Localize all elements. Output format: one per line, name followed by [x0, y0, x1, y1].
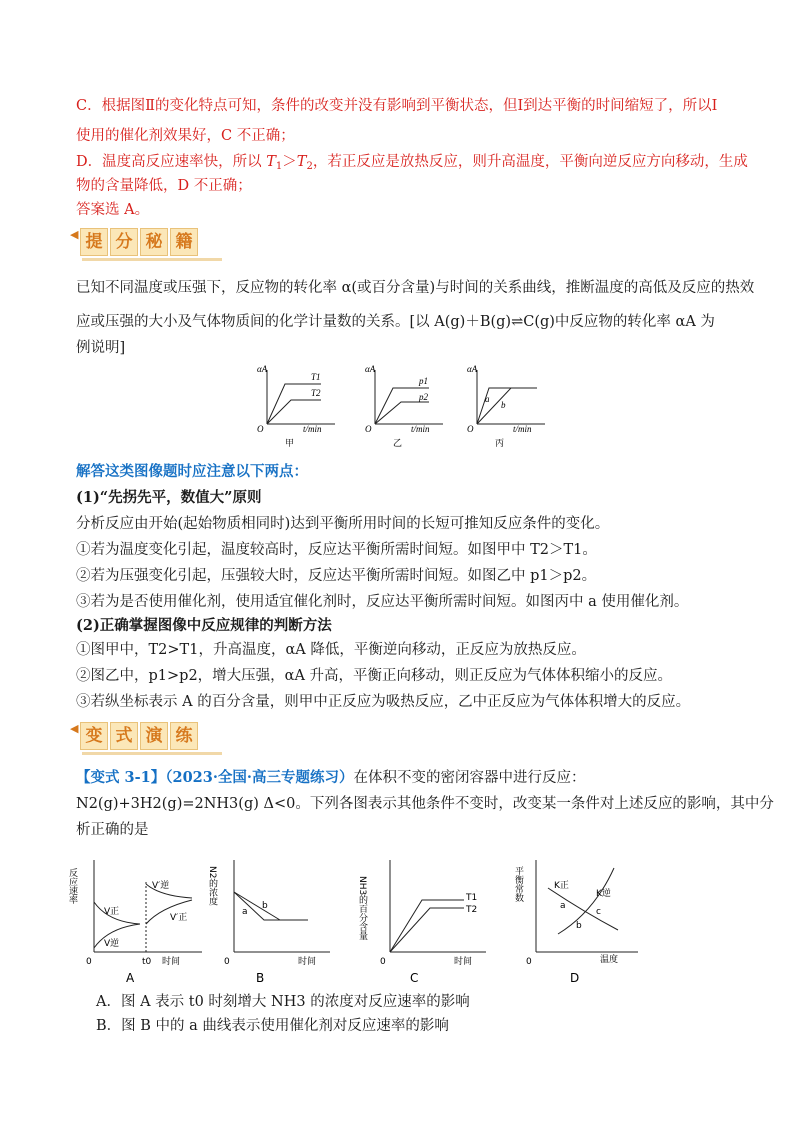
exercise-line2: N2(g)+3H2(g)=2NH3(g) Δ<0。下列各图表示其他条件不变时，改变某一条件对上述反应的影响，其中分 [76, 796, 774, 812]
figure-jia [257, 364, 335, 448]
figure-caption: 丙 [495, 438, 505, 448]
small-figures [255, 362, 555, 452]
axis-label: NH3的百分含量 [357, 876, 367, 941]
points-heading: 解答这类图像题时应注意以下两点： [76, 463, 308, 480]
origin-label: 0 [380, 957, 386, 967]
axis-label: 时间 [454, 957, 473, 967]
banner-underline [82, 258, 222, 261]
speaker-icon: ◀ [70, 722, 79, 735]
banner-char: 演 [140, 722, 168, 750]
curve-label: a [485, 394, 490, 404]
curve-label: K逆 [596, 889, 611, 899]
exercise-tag: 【变式 3-1】 [76, 769, 166, 786]
origin-label: 0 [526, 957, 532, 967]
speaker-icon: ◀ [70, 228, 79, 241]
answer-d-line1: D．温度高反应速率快，所以 $T_1>T_2$，若正反应是放热反应，则升高温度，平衡向逆反应方向移动，生成 [76, 154, 748, 172]
section-banner-tips [70, 228, 200, 264]
banner-char: 籍 [170, 228, 198, 256]
figure-caption: D [570, 971, 580, 985]
answer-d-line2: 物的含量降低，D 不正确； [76, 178, 252, 194]
axis-label: 时间 [298, 957, 317, 967]
figure-c [357, 860, 486, 985]
answer-c-line1: C．根据图Ⅱ的变化特点可知，条件的改变并没有影响到平衡状态，但Ⅰ到达平衡的时间缩短了，所以Ⅰ [76, 98, 718, 114]
axis-label: 平衡常数 [513, 866, 523, 902]
exercise-source: （2023·全国·高三专题练习） [165, 769, 354, 786]
axis-label: αA [257, 364, 268, 374]
point1-item3: ③若为是否使用催化剂，使用适宜催化剂时，反应达平衡所需时间短。如图丙中 a 使用催化剂。 [76, 594, 689, 610]
banner-char: 式 [110, 722, 138, 750]
banner-char: 练 [170, 722, 198, 750]
axis-label: αA [365, 364, 376, 374]
curve-label: b [501, 400, 506, 410]
curve-label: T1 [311, 372, 321, 382]
point2-title: (2)正确掌握图像中反应规律的判断方法 [76, 617, 332, 634]
point-label: c [596, 907, 601, 917]
figure-caption: 甲 [285, 438, 295, 448]
figure-a [67, 860, 202, 985]
axis-label: N2的浓度 [207, 866, 217, 906]
intro-line3: 例说明] [76, 340, 126, 356]
figure-b [207, 860, 330, 985]
curve-label: T2 [311, 388, 321, 398]
figure-caption: B [256, 971, 265, 985]
answer-conclusion: 答案选 A。 [76, 202, 150, 218]
point1-item1: ①若为温度变化引起，温度较高时，反应达平衡所需时间短。如图甲中 T2＞T1。 [76, 542, 597, 558]
curve-label: b [262, 901, 268, 911]
axis-label: t/min [513, 424, 532, 434]
origin-label: 0 [86, 957, 92, 967]
option-figures [67, 852, 670, 988]
origin-label: 0 [224, 957, 230, 967]
point-label: a [560, 901, 566, 911]
point2-item1: ①图甲中，T2>T1，升高温度，αA 降低，平衡逆向移动，正反应为放热反应。 [76, 642, 586, 658]
option-a: A．图 A 表示 t0 时刻增大 NH3 的浓度对反应速率的影响 [96, 994, 470, 1010]
axis-label: t/min [411, 424, 430, 434]
exercise-line1 [76, 768, 585, 788]
banner-char: 分 [110, 228, 138, 256]
axis-label: t/min [303, 424, 322, 434]
banner-underline [82, 752, 222, 755]
curve-label: K正 [554, 881, 569, 891]
curve-label: V′逆 [152, 881, 170, 891]
figure-bing [467, 364, 545, 448]
reaction-equation: N2(g)+3H2(g)=2NH3(g) Δ<0 [76, 796, 296, 812]
axis-label: αA [467, 364, 478, 374]
banner-char: 提 [80, 228, 108, 256]
axis-label: 时间 [162, 957, 181, 967]
intro-line1: 已知不同温度或压强下，反应物的转化率 α(或百分含量)与时间的关系曲线，推断温度的高低及反应的热效 [76, 280, 755, 296]
point-label: b [576, 921, 582, 931]
banner-char: 秘 [140, 228, 168, 256]
option-b: B．图 B 中的 a 曲线表示使用催化剂对反应速率的影响 [96, 1018, 449, 1034]
curve-label: p1 [419, 376, 428, 386]
origin-label: O [257, 424, 264, 434]
curve-label: T2 [466, 905, 478, 915]
exercise-line3: 析正确的是 [76, 822, 149, 838]
curve-label: V逆 [104, 939, 120, 949]
point2-item2: ②图乙中，p1>p2，增大压强，αA 升高，平衡正向移动，则正反应为气体体积缩小的反应。 [76, 668, 673, 684]
point2-item3: ③若纵坐标表示 A 的百分含量，则甲中正反应为吸热反应，乙中正反应为气体体积增大的反应。 [76, 694, 691, 710]
t0-label: t0 [142, 957, 152, 967]
curve-label: p2 [419, 392, 428, 402]
point1-item2: ②若为压强变化引起，压强较大时，反应达平衡所需时间短。如图乙中 p1＞p2。 [76, 568, 597, 584]
exercise-intro: 在体积不变的密闭容器中进行反应： [353, 770, 586, 786]
figure-caption: 乙 [393, 438, 403, 448]
figure-caption: A [126, 971, 135, 985]
figure-yi [365, 364, 443, 448]
banner-char: 变 [80, 722, 108, 750]
answer-c-line2: 使用的催化剂效果好，C 不正确； [76, 128, 295, 144]
figure-caption: C [410, 971, 419, 985]
intro-line2: 应或压强的大小及气体物质间的化学计量数的关系。[以 A(g)＋B(g)⇌C(g)中反应物的转化率 αA 为 [76, 314, 715, 330]
origin-label: O [365, 424, 372, 434]
axis-label: 反应速率 [67, 868, 77, 904]
point1-desc: 分析反应由开始(起始物质相同时)达到平衡所用时间的长短可推知反应条件的变化。 [76, 516, 610, 532]
curve-label: a [242, 907, 248, 917]
curve-label: V正 [104, 907, 120, 917]
section-banner-practice [70, 722, 200, 758]
origin-label: O [467, 424, 474, 434]
figure-d [513, 860, 638, 985]
curve-label: V′正 [170, 913, 188, 923]
point1-title: (1)“先拐先平，数值大”原则 [76, 489, 262, 506]
axis-label: 温度 [600, 955, 619, 965]
curve-label: T1 [466, 893, 478, 903]
